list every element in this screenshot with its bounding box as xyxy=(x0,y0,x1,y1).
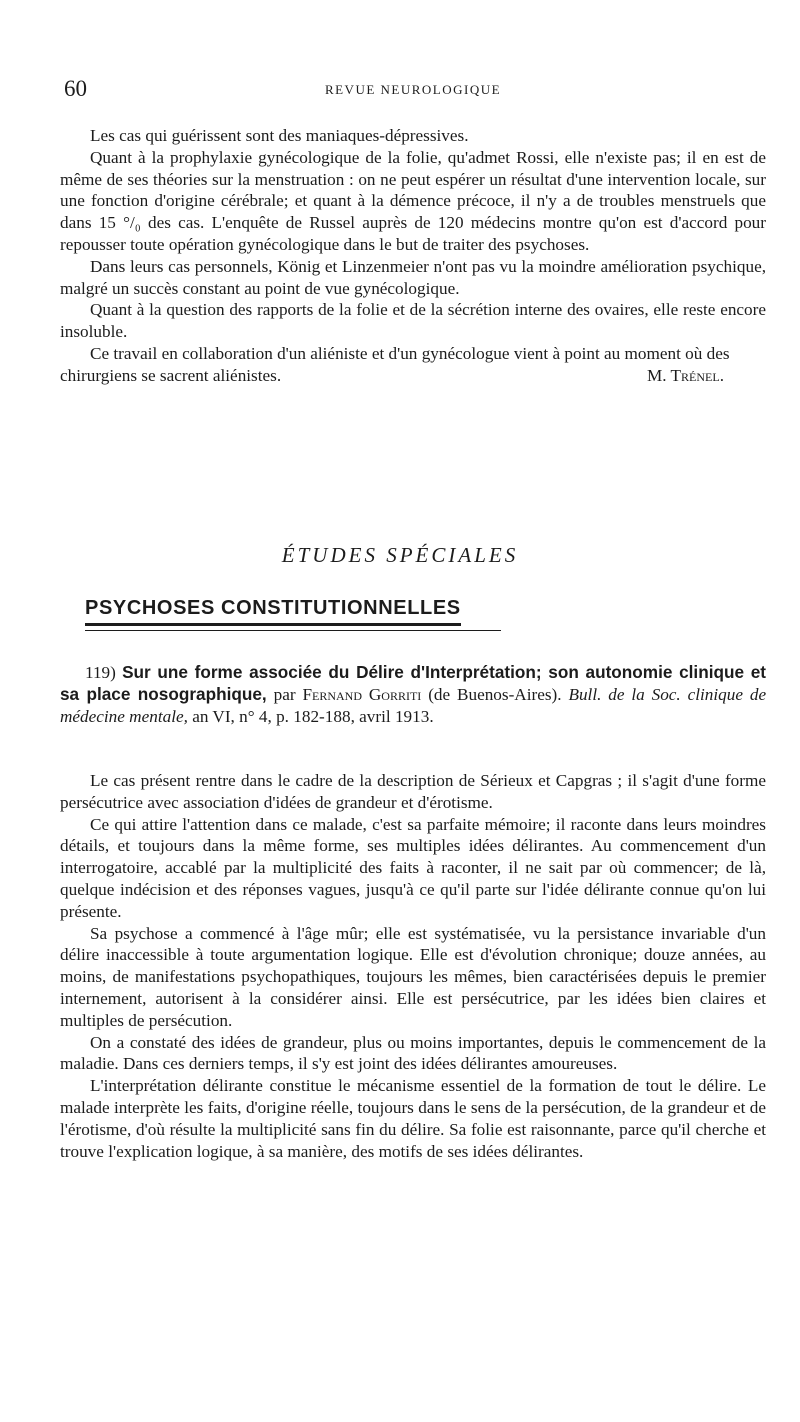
review-paragraph-2: Quant à la prophylaxie gynécologique de la folie, qu'admet Rossi, elle n'existe pas; il en est de même de ses théories sur la menstruation : on ne peut espérer un résultat d'une intervention locale, sur une fonction d'origine cérébrale; et quant à la démence précoce, il n'y a de troubles menstruels que dans 15 °/₀ des cas. L'enquête de Russel auprès de 120 médecins montre qu'on est d'accord pour repousser toute opération gynécologique dans le but de traiter des psychoses. xyxy=(60,147,766,254)
running-title: REVUE NEUROLOGIQUE xyxy=(324,82,502,97)
page-number: 60 xyxy=(64,76,87,101)
analysis-paragraph-1: Le cas présent rentre dans le cadre de la description de Sérieux et Capgras ; il s'agit d'une forme persécutrice avec association d'idées de grandeur et d'érotisme. xyxy=(60,771,766,812)
page-header xyxy=(60,76,766,106)
review-paragraph-4: Quant à la question des rapports de la folie et de la sécrétion interne des ovaires, elle reste encore insoluble. xyxy=(60,300,766,342)
closing-text: Ce travail en collaboration d'un aliéniste et d'un gynécologue vient à point au moment où des chirurgiens se sacrent aliénistes. xyxy=(60,343,730,385)
analysis-paragraph-2: Ce qui attire l'attention dans ce malade, c'est sa parfaite mémoire; il raconte dans leurs moindres détails, et toujours dans la même forme, ses multiples idées délirantes. Au commencement d'un interrogatoire, accablé par la multiplicité des faits à raconter, il ne sait par où commencer; de là, quelque indécision et des réponses vagues, jusqu'à ce qu'il parte sur l'idée délirante connue qu'on lui présente. xyxy=(60,814,766,921)
analysis-paragraph-3: Sa psychose a commencé à l'âge mûr; elle est systématisée, vu la persistance invariable d'un délire inaccessible à toute argumentation logique. Elle est d'évolution chronique; douze années, au moins, de manifestations psychopathiques, toujours les mêmes, bien caractérisées depuis le premier internement, autorisent à la considérer ainsi. Elle est persécutrice, par les idées bien claires et multiples de persécution. xyxy=(60,923,766,1030)
review-paragraph-3: Dans leurs cas personnels, König et Linzenmeier n'ont pas vu la moindre amélioration psychique, malgré un succès constant au point de vue gynécologique. xyxy=(60,256,766,298)
entry-number: 119) xyxy=(85,663,116,682)
review-continuation xyxy=(60,125,766,387)
entry-title: Sur une forme associée du Délire d'Interprétation; son autonomie clinique et sa place nosographique, xyxy=(60,662,766,704)
heading-underline xyxy=(85,630,501,631)
analysis-text xyxy=(60,770,766,1162)
bibliographic-entry xyxy=(60,662,766,727)
reviewer-signature: M. Trénel. xyxy=(646,365,724,385)
entry-citation xyxy=(60,662,766,727)
subsection-heading xyxy=(85,597,501,631)
section-title: ÉTUDES SPÉCIALES xyxy=(281,543,519,567)
entry-source: Bull. de la Soc. clinique de médecine mentale, xyxy=(60,684,767,726)
entry-by: par xyxy=(273,684,296,704)
analysis-paragraph-4: On a constaté des idées de grandeur, plus ou moins importantes, depuis le commencement de la maladie. Dans ces derniers temps, il s'y est joint des idées délirantes amoureuses. xyxy=(60,1032,766,1074)
analysis-paragraph-5: L'interprétation délirante constitue le mécanisme essentiel de la formation de tout le délire. Le malade interprète les faits, d'origine réelle, toujours dans le sens de la persécution, de la grandeur et de l'érotisme, d'où résulte la multiplicité sans fin du délire. Sa folie est raisonnante, parce qu'il cherche et trouve l'explication logique, à sa manière, des motifs de ses idées délirantes. xyxy=(60,1076,766,1161)
subsection-title: PSYCHOSES CONSTITUTIONNELLES xyxy=(85,597,461,626)
entry-author: Fernand Gorriti xyxy=(302,684,422,704)
review-closing-paragraph xyxy=(60,343,766,387)
entry-citation-details: an VI, n° 4, p. 182-188, avril 1913. xyxy=(192,706,434,726)
entry-affiliation: (de Buenos-Aires). xyxy=(428,684,562,704)
review-paragraph-1: Les cas qui guérissent sont des maniaques-dépressives. xyxy=(90,126,469,145)
